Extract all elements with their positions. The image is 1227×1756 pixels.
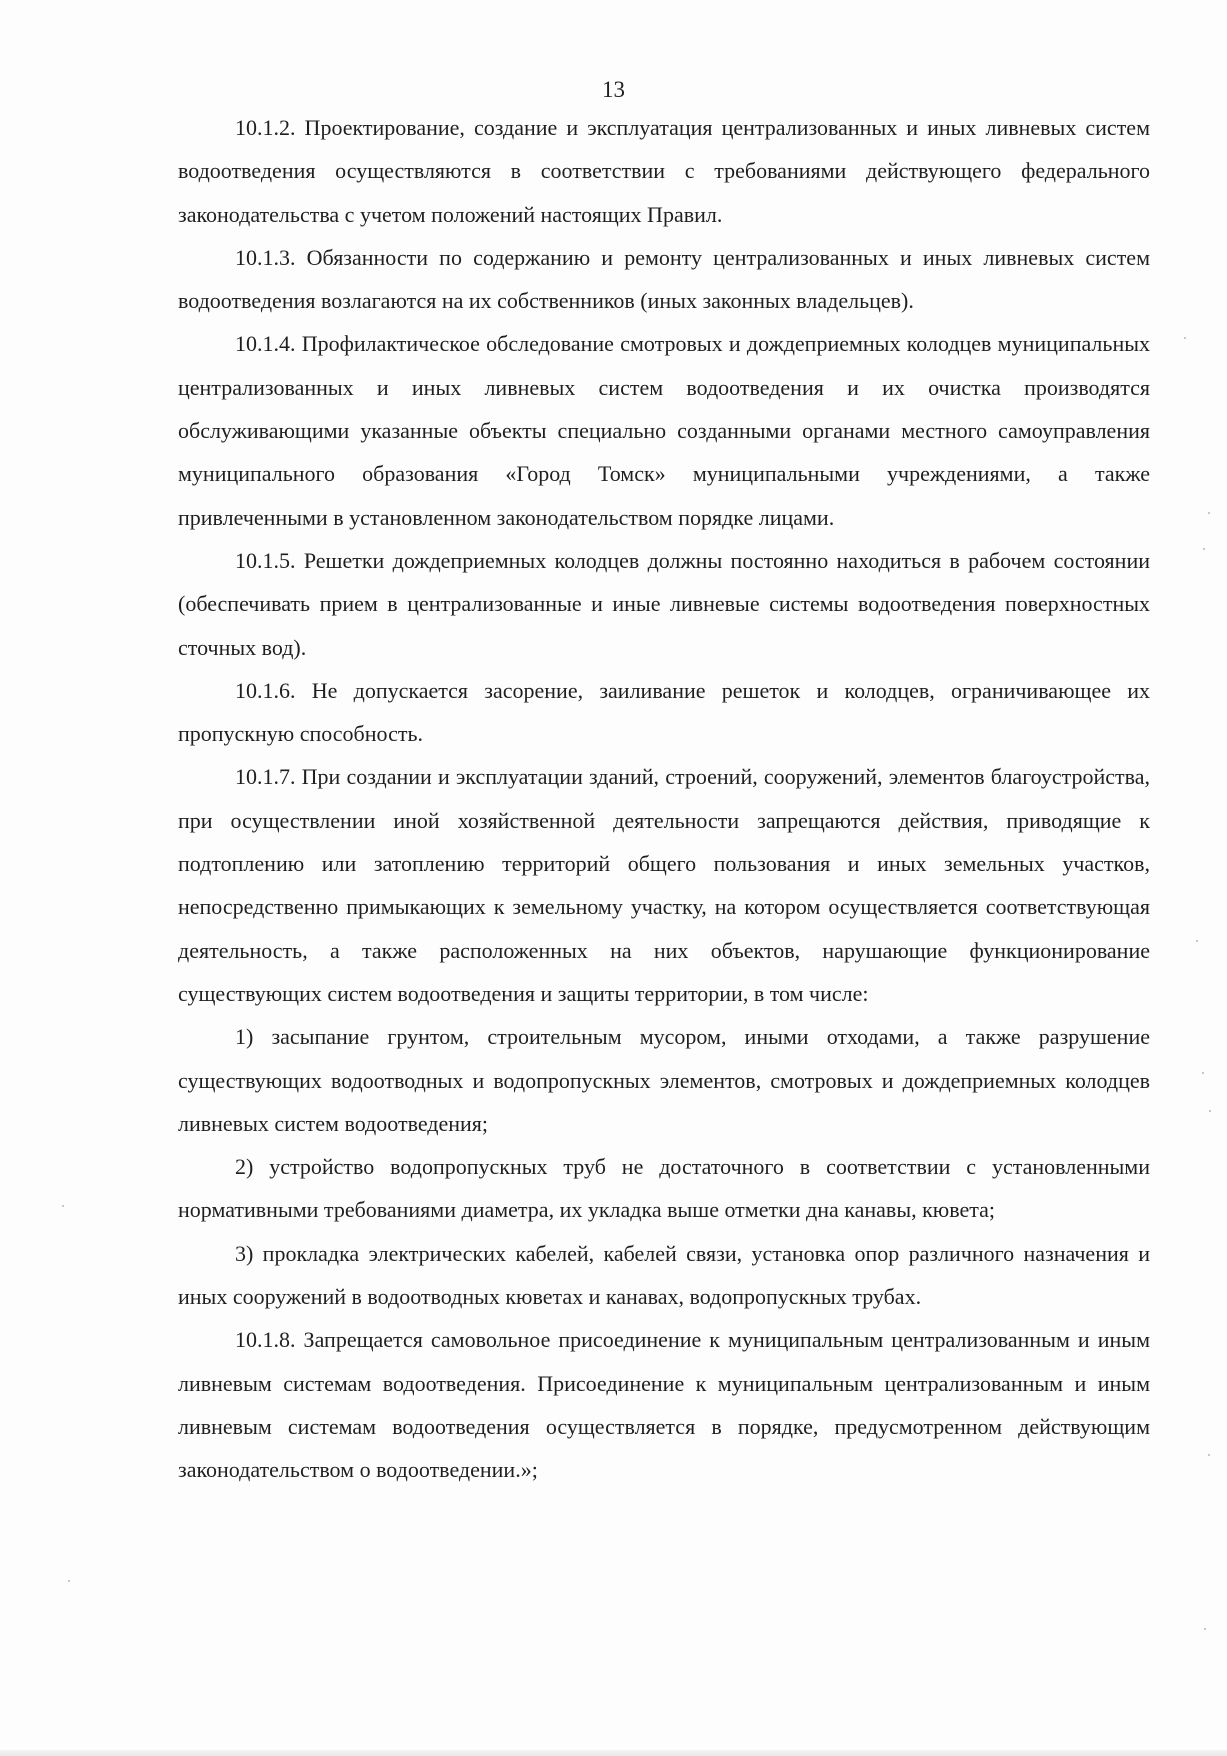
list-item-1: 1) засыпание грунтом, строительным мусором, иными отходами, а также разрушение существующих водоотводных и водопропускных элементов, смотровых и дождеприемных колодцев ливневых систем водоотведения;: [178, 1024, 1150, 1136]
page-number: 13: [602, 77, 625, 102]
scan-speck: [1204, 1628, 1206, 1630]
paragraph-10-1-4: 10.1.4. Профилактическое обследование смотровых и дождеприемных колодцев муниципальных централизованных и иных ливневых систем водоотведения и их очистка производятся обслуживающими указанные объекты специально созданными органами местного самоуправления муниципального образования «Город Томск» муниципальными учреждениями, а также привлеченными в установленном законодательством порядке лицами.: [178, 331, 1150, 530]
paragraph-10-1-8: 10.1.8. Запрещается самовольное присоединение к муниципальным централизованным и иным ливневым системам водоотведения. Присоединение к муниципальным централизованным и иным ливневым системам водоотведения осуществляется в порядке, предусмотренном действующим законодательством о водоотведении.»;: [178, 1327, 1150, 1483]
list-item-2: 2) устройство водопропускных труб не достаточного в соответствии с установленными нормативными требованиями диаметра, их укладка выше отметки дна канавы, кювета;: [178, 1154, 1150, 1223]
paragraph-10-1-7: 10.1.7. При создании и эксплуатации зданий, строений, сооружений, элементов благоустройства, при осуществлении иной хозяйственной деятельности запрещаются действия, приводящие к подтоплению или затоплению территорий общего пользования и иных земельных участков, непосредственно примыкающих к земельному участку, на котором осуществляется соответствующая деятельность, а также расположенных на них объектов, нарушающие функционирование существующих систем водоотведения и защиты территории, в том числе:: [178, 764, 1150, 1006]
scan-speck: [1184, 337, 1186, 339]
list-item-3: 3) прокладка электрических кабелей, кабелей связи, установка опор различного назначения и иных сооружений в водоотводных кюветах и канавах, водопропускных трубах.: [178, 1240, 1150, 1310]
paragraph-10-1-5: 10.1.5. Решетки дождеприемных колодцев должны постоянно находиться в рабочем состоянии (обеспечивать прием в централизованные и иные ливневые системы водоотведения поверхностных сточных вод).: [178, 547, 1150, 660]
scan-bottom-edge: [0, 1750, 1227, 1756]
scan-speck: [62, 1205, 64, 1207]
scan-speck: [1203, 548, 1205, 550]
paragraph-10-1-3: 10.1.3. Обязанности по содержанию и ремонту централизованных и иных ливневых систем водоотведения возлагаются на их собственников (иных законных владельцев).: [178, 244, 1150, 314]
document-body: [178, 106, 1150, 1492]
scan-speck: [1208, 512, 1210, 514]
scan-speck: [1196, 940, 1198, 942]
paragraph-10-1-6: 10.1.6. Не допускается засорение, заиливание решеток и колодцев, ограничивающее их пропускную способность.: [178, 677, 1150, 747]
paragraph-10-1-2: 10.1.2. Проектирование, создание и эксплуатация централизованных и иных ливневых систем водоотведения осуществляются в соответствии с требованиями действующего федерального законодательства с учетом положений настоящих Правил.: [178, 115, 1150, 227]
scan-speck: [1208, 1454, 1210, 1456]
scan-speck: [1209, 1110, 1211, 1112]
scan-speck: [68, 1580, 70, 1582]
scan-speck: [1202, 1072, 1204, 1074]
